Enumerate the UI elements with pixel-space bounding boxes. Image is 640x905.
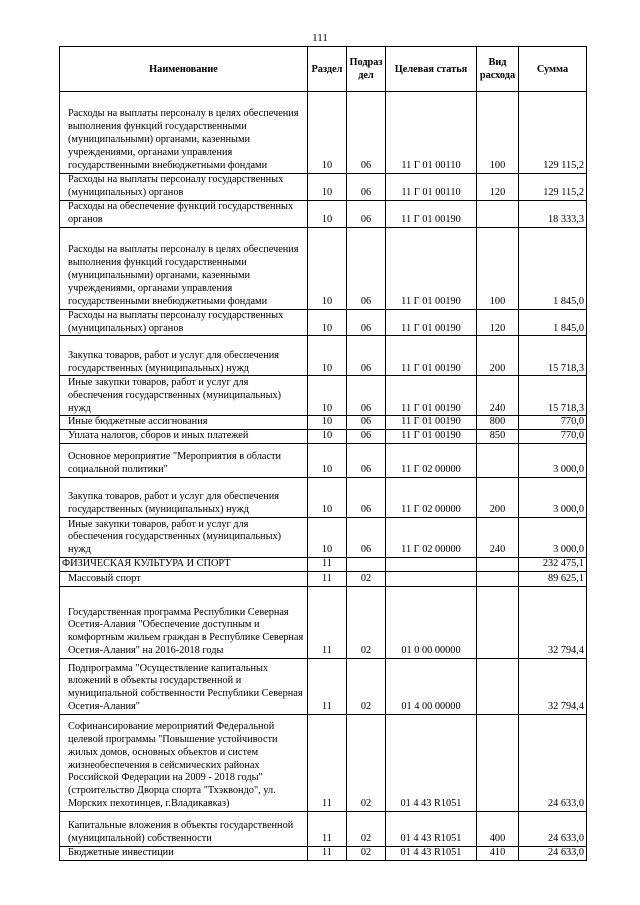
table-row bbox=[60, 444, 587, 478]
row-celevaya: 11 Г 01 00190 bbox=[386, 309, 477, 336]
table-row bbox=[60, 518, 587, 558]
row-razdel: 11 bbox=[308, 659, 347, 715]
row-summa: 129 115,2 bbox=[519, 92, 587, 174]
row-celevaya: 11 Г 01 00190 bbox=[386, 416, 477, 430]
row-summa: 24 633,0 bbox=[519, 812, 587, 847]
row-vid bbox=[477, 444, 519, 478]
row-vid: 100 bbox=[477, 92, 519, 174]
row-summa: 32 794,4 bbox=[519, 587, 587, 659]
row-name: Софинансирование мероприятий Федеральной целевой программы "Повышение устойчивости жилых домов, основных объектов и систем жизнеобеспечения в сейсмических районах Российской Федерации на 2009 - 2018 годы" (строительство Дворца спорта "Тхэквондо", ул. Морских пехотинцев, г.Владикавказ) bbox=[60, 715, 308, 812]
row-name: Иные закупки товаров, работ и услуг для обеспечения государственных (муниципальных) нужд bbox=[60, 518, 308, 558]
table-row bbox=[60, 200, 587, 227]
row-summa: 15 718,3 bbox=[519, 376, 587, 416]
row-celevaya: 01 0 00 00000 bbox=[386, 587, 477, 659]
row-podrazdel: 06 bbox=[347, 309, 386, 336]
row-podrazdel: 06 bbox=[347, 376, 386, 416]
row-celevaya: 11 Г 01 00190 bbox=[386, 200, 477, 227]
row-vid: 240 bbox=[477, 518, 519, 558]
row-razdel: 11 bbox=[308, 812, 347, 847]
row-celevaya: 01 4 43 R1051 bbox=[386, 847, 477, 861]
row-summa: 1 845,0 bbox=[519, 309, 587, 336]
row-vid bbox=[477, 659, 519, 715]
table-row bbox=[60, 715, 587, 812]
header-razdel: Раздел bbox=[308, 47, 347, 92]
row-summa: 32 794,4 bbox=[519, 659, 587, 715]
header-name: Наименование bbox=[60, 47, 308, 92]
row-razdel: 11 bbox=[308, 587, 347, 659]
row-celevaya: 11 Г 02 00000 bbox=[386, 478, 477, 518]
table-row bbox=[60, 227, 587, 309]
table-row bbox=[60, 336, 587, 376]
row-summa: 15 718,3 bbox=[519, 336, 587, 376]
row-name: Массовый спорт bbox=[60, 572, 308, 587]
table-row bbox=[60, 812, 587, 847]
row-name: Подпрограмма "Осуществление капитальных вложений в объекты государственной и муниципальной собственности Республики Северная Осетия-Алания" bbox=[60, 659, 308, 715]
row-summa: 24 633,0 bbox=[519, 847, 587, 861]
table-row bbox=[60, 847, 587, 861]
row-celevaya: 11 Г 01 00190 bbox=[386, 336, 477, 376]
header-podrazdel: Подраз дел bbox=[347, 47, 386, 92]
row-podrazdel: 06 bbox=[347, 478, 386, 518]
table-row bbox=[60, 587, 587, 659]
row-celevaya bbox=[386, 558, 477, 572]
row-podrazdel: 02 bbox=[347, 715, 386, 812]
row-name: Иные бюджетные ассигнования bbox=[60, 416, 308, 430]
row-vid bbox=[477, 200, 519, 227]
row-name: Закупка товаров, работ и услуг для обеспечения государственных (муниципальных) нужд bbox=[60, 336, 308, 376]
table-body bbox=[60, 92, 587, 861]
row-vid: 200 bbox=[477, 478, 519, 518]
row-name: Расходы на обеспечение функций государственных органов bbox=[60, 200, 308, 227]
row-podrazdel: 02 bbox=[347, 812, 386, 847]
row-name: Расходы на выплаты персоналу государственных (муниципальных) органов bbox=[60, 174, 308, 201]
row-summa: 89 625,1 bbox=[519, 572, 587, 587]
table-row bbox=[60, 659, 587, 715]
row-razdel: 10 bbox=[308, 376, 347, 416]
table-row bbox=[60, 174, 587, 201]
row-name: Капитальные вложения в объекты государственной (муниципальной) собственности bbox=[60, 812, 308, 847]
row-summa: 770,0 bbox=[519, 430, 587, 444]
row-name: Расходы на выплаты персоналу в целях обеспечения выполнения функций государственными (муниципальными) органами, казенными учреждениями, органами управления государственными внебюджетными фондами bbox=[60, 227, 308, 309]
table-row bbox=[60, 92, 587, 174]
row-celevaya: 01 4 43 R1051 bbox=[386, 812, 477, 847]
row-razdel: 11 bbox=[308, 715, 347, 812]
row-name: Бюджетные инвестиции bbox=[60, 847, 308, 861]
row-podrazdel: 06 bbox=[347, 200, 386, 227]
row-summa: 1 845,0 bbox=[519, 227, 587, 309]
row-podrazdel: 06 bbox=[347, 174, 386, 201]
row-razdel: 10 bbox=[308, 174, 347, 201]
row-summa: 3 000,0 bbox=[519, 444, 587, 478]
row-razdel: 11 bbox=[308, 558, 347, 572]
row-name: Расходы на выплаты персоналу государственных (муниципальных) органов bbox=[60, 309, 308, 336]
row-podrazdel: 06 bbox=[347, 518, 386, 558]
row-celevaya: 11 Г 01 00110 bbox=[386, 174, 477, 201]
row-summa: 129 115,2 bbox=[519, 174, 587, 201]
row-razdel: 10 bbox=[308, 430, 347, 444]
table-row bbox=[60, 572, 587, 587]
row-summa: 18 333,3 bbox=[519, 200, 587, 227]
row-summa: 3 000,0 bbox=[519, 478, 587, 518]
row-podrazdel bbox=[347, 558, 386, 572]
table-row bbox=[60, 416, 587, 430]
row-celevaya: 11 Г 01 00190 bbox=[386, 227, 477, 309]
row-razdel: 10 bbox=[308, 518, 347, 558]
row-podrazdel: 02 bbox=[347, 847, 386, 861]
row-podrazdel: 06 bbox=[347, 336, 386, 376]
row-summa: 232 475,1 bbox=[519, 558, 587, 572]
row-name: Расходы на выплаты персоналу в целях обеспечения выполнения функций государственными (муниципальными) органами, казенными учреждениями, органами управления государственными внебюджетными фондами bbox=[60, 92, 308, 174]
row-razdel: 11 bbox=[308, 572, 347, 587]
header-vid: Вид расхода bbox=[477, 47, 519, 92]
header-celevaya: Целевая статья bbox=[386, 47, 477, 92]
row-razdel: 10 bbox=[308, 200, 347, 227]
row-vid bbox=[477, 587, 519, 659]
page-number: 111 bbox=[312, 32, 328, 44]
row-razdel: 10 bbox=[308, 227, 347, 309]
row-vid bbox=[477, 558, 519, 572]
row-name: Иные закупки товаров, работ и услуг для обеспечения государственных (муниципальных) нужд bbox=[60, 376, 308, 416]
row-vid: 120 bbox=[477, 309, 519, 336]
row-name: ФИЗИЧЕСКАЯ КУЛЬТУРА И СПОРТ bbox=[60, 558, 308, 572]
row-name: Уплата налогов, сборов и иных платежей bbox=[60, 430, 308, 444]
row-vid: 850 bbox=[477, 430, 519, 444]
table-row bbox=[60, 478, 587, 518]
budget-table bbox=[59, 46, 587, 861]
row-name: Государственная программа Республики Северная Осетия-Алания "Обеспечение доступным и комфортным жильем граждан в Республике Северная Осетия-Алания" на 2016-2018 годы bbox=[60, 587, 308, 659]
row-vid: 410 bbox=[477, 847, 519, 861]
row-razdel: 10 bbox=[308, 478, 347, 518]
row-podrazdel: 06 bbox=[347, 92, 386, 174]
row-razdel: 10 bbox=[308, 309, 347, 336]
row-celevaya: 01 4 43 R1051 bbox=[386, 715, 477, 812]
row-summa: 3 000,0 bbox=[519, 518, 587, 558]
header-row bbox=[60, 47, 587, 92]
row-summa: 24 633,0 bbox=[519, 715, 587, 812]
row-vid bbox=[477, 715, 519, 812]
row-razdel: 10 bbox=[308, 336, 347, 376]
row-podrazdel: 06 bbox=[347, 430, 386, 444]
row-podrazdel: 06 bbox=[347, 444, 386, 478]
row-vid bbox=[477, 572, 519, 587]
row-summa: 770,0 bbox=[519, 416, 587, 430]
row-razdel: 11 bbox=[308, 847, 347, 861]
header-summa: Сумма bbox=[519, 47, 587, 92]
row-vid: 200 bbox=[477, 336, 519, 376]
row-podrazdel: 02 bbox=[347, 587, 386, 659]
row-celevaya: 11 Г 01 00190 bbox=[386, 430, 477, 444]
row-celevaya: 01 4 00 00000 bbox=[386, 659, 477, 715]
table-row bbox=[60, 430, 587, 444]
row-celevaya: 11 Г 01 00190 bbox=[386, 376, 477, 416]
row-vid: 100 bbox=[477, 227, 519, 309]
table-row bbox=[60, 376, 587, 416]
row-podrazdel: 02 bbox=[347, 659, 386, 715]
row-vid: 240 bbox=[477, 376, 519, 416]
row-name: Основное мероприятие "Мероприятия в области социальной политики" bbox=[60, 444, 308, 478]
row-podrazdel: 06 bbox=[347, 416, 386, 430]
row-vid: 400 bbox=[477, 812, 519, 847]
table-row bbox=[60, 309, 587, 336]
row-razdel: 10 bbox=[308, 416, 347, 430]
table-row bbox=[60, 558, 587, 572]
row-vid: 800 bbox=[477, 416, 519, 430]
row-name: Закупка товаров, работ и услуг для обеспечения государственных (муниципальных) нужд bbox=[60, 478, 308, 518]
row-vid: 120 bbox=[477, 174, 519, 201]
row-celevaya bbox=[386, 572, 477, 587]
row-razdel: 10 bbox=[308, 92, 347, 174]
row-podrazdel: 06 bbox=[347, 227, 386, 309]
row-podrazdel: 02 bbox=[347, 572, 386, 587]
row-celevaya: 11 Г 02 00000 bbox=[386, 518, 477, 558]
row-razdel: 10 bbox=[308, 444, 347, 478]
row-celevaya: 11 Г 02 00000 bbox=[386, 444, 477, 478]
row-celevaya: 11 Г 01 00110 bbox=[386, 92, 477, 174]
